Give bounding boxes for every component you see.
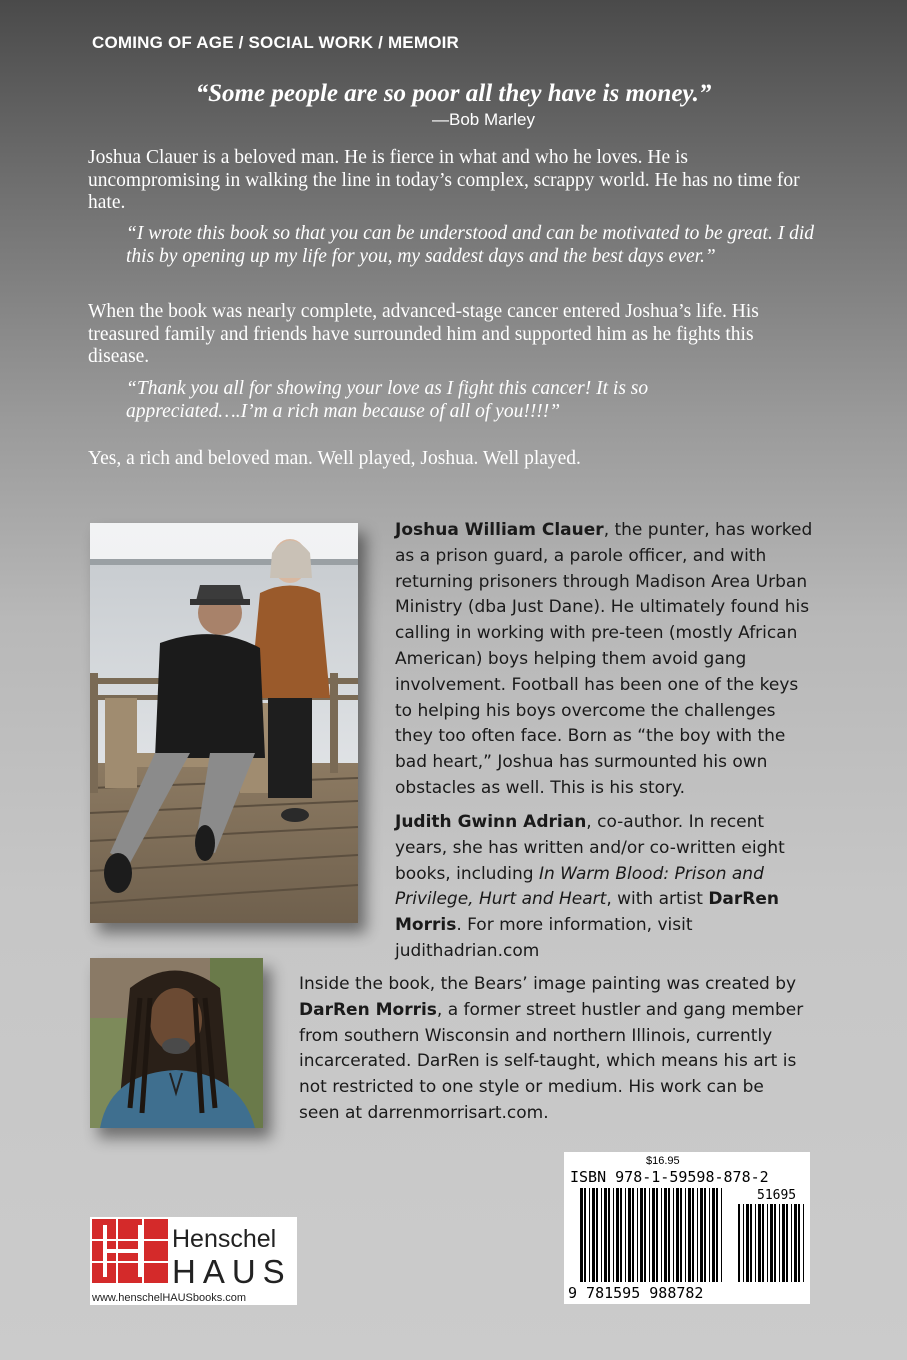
author-bio xyxy=(395,518,815,802)
blurb-quote-1: “I wrote this book so that you can be understood and can be motivated to be great. I did this by opening up my life for you, my saddest days and the best days ever.” xyxy=(126,223,815,267)
author-photo xyxy=(90,523,358,923)
coauthor-bio xyxy=(395,810,815,965)
barcode-price: $16.95 xyxy=(646,1155,680,1167)
publisher-name-top: Henschel xyxy=(172,1225,277,1253)
blurb-paragraph-1: Joshua Clauer is a beloved man. He is fierce in what and who he loves. He is uncompromising in walking the line in today’s complex, scrappy world. He has no time for hate. xyxy=(88,147,800,213)
coauthor-artist-name: DarRen Morris xyxy=(395,889,780,936)
coauthor-bio-text: , co-author. In recent years, she has written and/or co-written eight books, including xyxy=(395,812,785,884)
publisher-name-bottom: HAUS xyxy=(172,1253,292,1290)
barcode-isbn: ISBN 978-1-59598-878-2 xyxy=(570,1168,769,1186)
artist-name: DarRen Morris xyxy=(299,999,437,1020)
publisher-logo xyxy=(90,1217,297,1305)
blurb-paragraph-3: Yes, a rich and beloved man. Well played, Joshua. Well played. xyxy=(88,448,581,469)
coauthor-name: Judith Gwinn Adrian xyxy=(395,812,587,832)
coauthor-book-title: In Warm Blood: Prison and Privilege, Hurt and Heart xyxy=(395,863,764,910)
artist-bio-text: Inside the book, the Bears’ image painting was created by xyxy=(299,974,797,994)
author-bio-text: , the punter, has worked as a prison guard, a parole officer, and with returning prisoners through Madison Area Urban Ministry (dba Just Dane). He ultimately found his calling in working with pre-teen (mostly African American) boys helping them avoid gang involvement. Football has been one of the keys to helping his boys overcome the challenges they too often face. Born as “the boy with the bad heart,” Joshua has surmounted his own obstacles as well. This is his story. xyxy=(395,520,813,798)
publisher-url: www.henschelHAUSbooks.com xyxy=(92,1292,247,1304)
barcode-addon-bars xyxy=(738,1204,804,1282)
artist-photo xyxy=(90,958,263,1128)
epigraph-attribution: —Bob Marley xyxy=(432,110,535,129)
artist-bio xyxy=(299,972,809,1127)
barcode-addon-digits: 51695 xyxy=(757,1188,797,1203)
epigraph-quote: “Some people are so poor all they have is money.” xyxy=(195,80,712,107)
blurb-quote-2: “Thank you all for showing your love as I fight this cancer! It is so appreciated….I’m a rich man because of all of you!!!!” xyxy=(126,378,649,422)
author-name: Joshua William Clauer xyxy=(395,520,604,540)
isbn-barcode xyxy=(564,1152,810,1304)
genre-label: COMING OF AGE / SOCIAL WORK / MEMOIR xyxy=(92,33,460,52)
blurb-paragraph-2: When the book was nearly complete, advanced-stage cancer entered Joshua’s life. His treasured family and friends have surrounded him and supported him as he fights this disease. xyxy=(88,301,759,367)
barcode-bars xyxy=(580,1188,722,1282)
coauthor-bio-text-3: . For more information, visit judithadrian.com xyxy=(395,915,693,961)
barcode-ean-digits: 9 781595 988782 xyxy=(568,1284,704,1302)
artist-bio-text-2: , a former street hustler and gang member from southern Wisconsin and northern Illinois, currently incarcerated. DarRen is self-taught, which means his art is not restricted to one style or medium. His work can be seen at darrenmorrisart.com. xyxy=(299,999,804,1123)
coauthor-bio-text-2: , with artist xyxy=(606,889,709,910)
